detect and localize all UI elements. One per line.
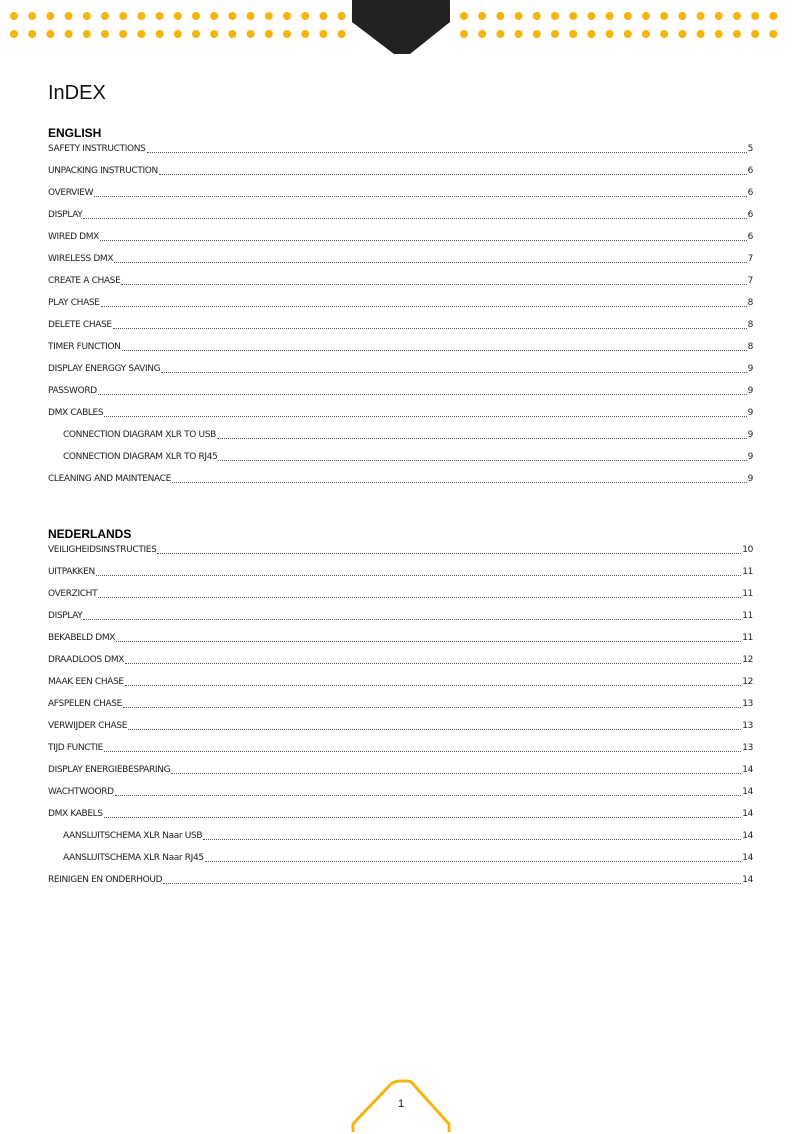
toc-entry-page: 9	[747, 430, 753, 440]
header-dot	[642, 12, 650, 20]
header-dot	[533, 30, 541, 38]
dot-leader	[101, 305, 747, 307]
header-dot	[265, 12, 273, 20]
header-dot	[174, 30, 182, 38]
toc-entry[interactable]	[48, 820, 753, 842]
dot-leader	[125, 662, 741, 664]
header-dot	[46, 30, 54, 38]
dot-leader	[114, 261, 746, 263]
toc-entry-page: 11	[742, 589, 753, 599]
header-dot	[101, 12, 109, 20]
toc-entry-page: 5	[747, 144, 753, 154]
toc-entry-label: MAAK EEN CHASE	[48, 677, 124, 687]
header-dot	[28, 12, 36, 20]
dot-leader	[161, 371, 746, 373]
section-english	[48, 126, 753, 485]
header-dot	[606, 30, 614, 38]
toc-entry-label: DELETE CHASE	[48, 320, 112, 330]
toc-entry[interactable]	[48, 864, 753, 886]
toc-entry-label: VERWIJDER CHASE	[48, 721, 128, 731]
toc-entry[interactable]	[48, 666, 753, 688]
header-dot	[137, 30, 145, 38]
header-decoration	[0, 0, 802, 60]
toc-entry-label: UNPACKING INSTRUCTION	[48, 166, 158, 176]
toc-list	[48, 140, 753, 485]
section-nederlands	[48, 527, 753, 886]
toc-entry-page: 13	[742, 699, 753, 709]
dot-leader	[83, 618, 741, 620]
toc-entry-label: DISPLAY ENERGGY SAVING	[48, 364, 161, 374]
toc-entry-label: VEILIGHEIDSINSTRUCTIES	[48, 545, 157, 555]
header-dot	[478, 30, 486, 38]
toc-entry-label: UITPAKKEN	[48, 567, 95, 577]
header-dot	[247, 12, 255, 20]
toc-entry-label: WACHTWOORD	[48, 787, 114, 797]
dot-leader	[125, 684, 741, 686]
header-dot	[338, 30, 346, 38]
header-dot	[678, 12, 686, 20]
header-dot	[65, 30, 73, 38]
dot-leader	[104, 415, 746, 417]
toc-entry[interactable]	[48, 155, 753, 177]
header-dot	[283, 12, 291, 20]
dot-leader	[96, 574, 741, 576]
toc-entry-page: 14	[742, 809, 753, 819]
toc-entry-label: TIJD FUNCTIE	[48, 743, 104, 753]
header-dot	[515, 12, 523, 20]
toc-entry-label: DISPLAY ENERGIEBESPARING	[48, 765, 171, 775]
toc-entry[interactable]	[48, 578, 753, 600]
toc-entry-page: 12	[742, 677, 753, 687]
header-dot	[46, 12, 54, 20]
header-dot	[228, 12, 236, 20]
header-dot	[319, 30, 327, 38]
header-dot	[283, 30, 291, 38]
header-dot	[65, 12, 73, 20]
toc-entry[interactable]	[48, 265, 753, 287]
dot-leader	[172, 481, 747, 483]
dot-leader	[98, 393, 747, 395]
toc-entry[interactable]	[48, 243, 753, 265]
header-dot	[642, 30, 650, 38]
toc-entry-label: AANSLUITSCHEMA XLR Naar USB	[63, 831, 203, 841]
header-dot	[301, 30, 309, 38]
dot-leader	[104, 750, 741, 752]
toc-entry-page: 6	[747, 188, 753, 198]
toc-entry[interactable]	[48, 556, 753, 578]
toc-entry-label: BEKABELD DMX	[48, 633, 116, 643]
header-dot	[660, 12, 668, 20]
header-dot	[319, 12, 327, 20]
toc-entry-page: 9	[747, 364, 753, 374]
header-dot	[551, 30, 559, 38]
toc-entry-page: 11	[742, 567, 753, 577]
toc-entry-label: PASSWORD	[48, 386, 97, 396]
toc-entry-label: DISPLAY	[48, 210, 83, 220]
header-dot	[533, 12, 541, 20]
header-dot	[660, 30, 668, 38]
page-number: 1	[397, 1098, 405, 1110]
header-dot	[606, 12, 614, 20]
toc-entry-page: 9	[747, 408, 753, 418]
header-dot	[28, 30, 36, 38]
toc-entry-page: 6	[747, 232, 753, 242]
header-dot	[551, 12, 559, 20]
toc-entry-page: 11	[742, 611, 753, 621]
toc-entry-label: DMX CABLES	[48, 408, 104, 418]
dot-leader	[217, 437, 747, 439]
toc-entry-page: 6	[747, 210, 753, 220]
header-dot	[769, 30, 777, 38]
header-dot	[715, 30, 723, 38]
header-tab-shape	[352, 0, 450, 54]
toc-entry[interactable]	[48, 732, 753, 754]
toc-entry-label: AANSLUITSCHEMA XLR Naar RJ45	[63, 853, 204, 863]
toc-entry-page: 8	[747, 342, 753, 352]
header-dot	[192, 12, 200, 20]
toc-entry-page: 11	[742, 633, 753, 643]
dot-leader	[171, 772, 741, 774]
toc-entry-label: CREATE A CHASE	[48, 276, 121, 286]
dot-leader	[203, 838, 741, 840]
header-dot	[119, 12, 127, 20]
toc-entry-page: 6	[747, 166, 753, 176]
dot-leader	[115, 794, 742, 796]
toc-entry-page: 10	[742, 545, 753, 555]
toc-entry[interactable]	[48, 441, 753, 463]
toc-entry-label: REINIGEN EN ONDERHOUD	[48, 875, 163, 885]
toc-entry[interactable]	[48, 754, 753, 776]
toc-entry[interactable]	[48, 397, 753, 419]
dot-leader	[94, 195, 746, 197]
toc-entry-page: 9	[747, 474, 753, 484]
header-dot	[496, 30, 504, 38]
header-dot	[769, 12, 777, 20]
header-dot	[515, 30, 523, 38]
header-dot	[751, 12, 759, 20]
header-dot	[569, 30, 577, 38]
toc-entry-page: 14	[742, 875, 753, 885]
dot-leader	[122, 349, 747, 351]
toc-entry-page: 7	[747, 254, 753, 264]
toc-entry-label: CONNECTION DIAGRAM XLR TO RJ45	[63, 452, 218, 462]
toc-entry-page: 8	[747, 298, 753, 308]
toc-entry-label: OVERVIEW	[48, 188, 94, 198]
header-dot	[247, 30, 255, 38]
header-dot	[751, 30, 759, 38]
toc-entry[interactable]	[48, 798, 753, 820]
dot-leader	[163, 882, 741, 884]
toc-entry[interactable]	[48, 622, 753, 644]
header-dot	[119, 30, 127, 38]
toc-entry-label: PLAY CHASE	[48, 298, 100, 308]
toc-entry[interactable]	[48, 541, 753, 556]
header-dot	[460, 30, 468, 38]
dot-leader	[128, 728, 741, 730]
toc-entry[interactable]	[48, 600, 753, 622]
header-dot	[697, 12, 705, 20]
header-dot	[101, 30, 109, 38]
toc-entry-label: DMX KABELS	[48, 809, 103, 819]
toc-entry[interactable]	[48, 463, 753, 485]
toc-entry-page: 13	[742, 721, 753, 731]
header-dot	[478, 12, 486, 20]
header-dot	[83, 12, 91, 20]
toc-entry-label: SAFETY INSTRUCTIONS	[48, 144, 146, 154]
toc-entry[interactable]	[48, 375, 753, 397]
header-dot	[460, 12, 468, 20]
toc-entry-label: AFSPELEN CHASE	[48, 699, 123, 709]
dot-leader	[104, 816, 742, 818]
header-dot	[733, 30, 741, 38]
header-dot	[265, 30, 273, 38]
section-heading: ENGLISH	[48, 126, 102, 140]
toc-entry-page: 14	[742, 853, 753, 863]
header-dot	[569, 12, 577, 20]
toc-entry-page: 14	[742, 787, 753, 797]
dot-leader	[113, 327, 747, 329]
dot-leader	[100, 239, 747, 241]
page-title: InDEX	[48, 82, 106, 104]
toc-entry[interactable]	[48, 140, 753, 155]
toc-entry-page: 14	[742, 765, 753, 775]
header-dot	[228, 30, 236, 38]
toc-entry[interactable]	[48, 177, 753, 199]
header-dot	[10, 12, 18, 20]
header-dot	[715, 12, 723, 20]
toc-entry-label: WIRELESS DMX	[48, 254, 114, 264]
toc-entry[interactable]	[48, 287, 753, 309]
header-dot	[587, 12, 595, 20]
toc-entry-page: 9	[747, 386, 753, 396]
header-dot	[678, 30, 686, 38]
dot-leader	[121, 283, 746, 285]
toc-entry[interactable]	[48, 688, 753, 710]
header-dot	[192, 30, 200, 38]
header-dot	[624, 30, 632, 38]
header-dot	[733, 12, 741, 20]
toc-entry-page: 13	[742, 743, 753, 753]
section-heading: NEDERLANDS	[48, 527, 132, 541]
header-dot	[83, 30, 91, 38]
dot-leader	[98, 596, 741, 598]
header-dot	[156, 12, 164, 20]
header-dot	[210, 30, 218, 38]
header-dot	[137, 12, 145, 20]
toc-entry[interactable]	[48, 710, 753, 732]
toc-entry-label: CLEANING AND MAINTENACE	[48, 474, 171, 484]
header-dot	[301, 12, 309, 20]
toc-entry-label: OVERZICHT	[48, 589, 98, 599]
header-dot	[210, 12, 218, 20]
toc-entry-label: CONNECTION DIAGRAM XLR TO USB	[63, 430, 216, 440]
dot-leader	[218, 459, 746, 461]
toc-entry[interactable]	[48, 353, 753, 375]
toc-entry-label: TIMER FUNCTION	[48, 342, 121, 352]
dot-leader	[147, 151, 747, 153]
toc-entry-page: 8	[747, 320, 753, 330]
toc-entry[interactable]	[48, 199, 753, 221]
toc-entry[interactable]	[48, 331, 753, 353]
toc-entry-page: 9	[747, 452, 753, 462]
toc-entry[interactable]	[48, 419, 753, 441]
toc-entry[interactable]	[48, 644, 753, 666]
dot-leader	[159, 173, 747, 175]
header-dot	[624, 12, 632, 20]
toc-entry-page: 14	[742, 831, 753, 841]
toc-entry-label: DRAADLOOS DMX	[48, 655, 125, 665]
header-dot	[338, 12, 346, 20]
header-dot	[587, 30, 595, 38]
dot-leader	[116, 640, 741, 642]
dot-leader	[205, 860, 742, 862]
toc-entry-page: 12	[742, 655, 753, 665]
header-dot	[174, 12, 182, 20]
dot-leader	[123, 706, 741, 708]
toc-entry-label: DISPLAY	[48, 611, 83, 621]
toc-entry[interactable]	[48, 842, 753, 864]
header-dot	[697, 30, 705, 38]
toc-entry[interactable]	[48, 776, 753, 798]
header-dot	[496, 12, 504, 20]
dot-leader	[157, 552, 741, 554]
toc-list	[48, 541, 753, 886]
toc-entry[interactable]	[48, 309, 753, 331]
toc-entry-page: 7	[747, 276, 753, 286]
toc-entry[interactable]	[48, 221, 753, 243]
toc-entry-label: WIRED DMX	[48, 232, 99, 242]
header-dot	[156, 30, 164, 38]
header-dot	[10, 30, 18, 38]
dot-leader	[83, 217, 746, 219]
